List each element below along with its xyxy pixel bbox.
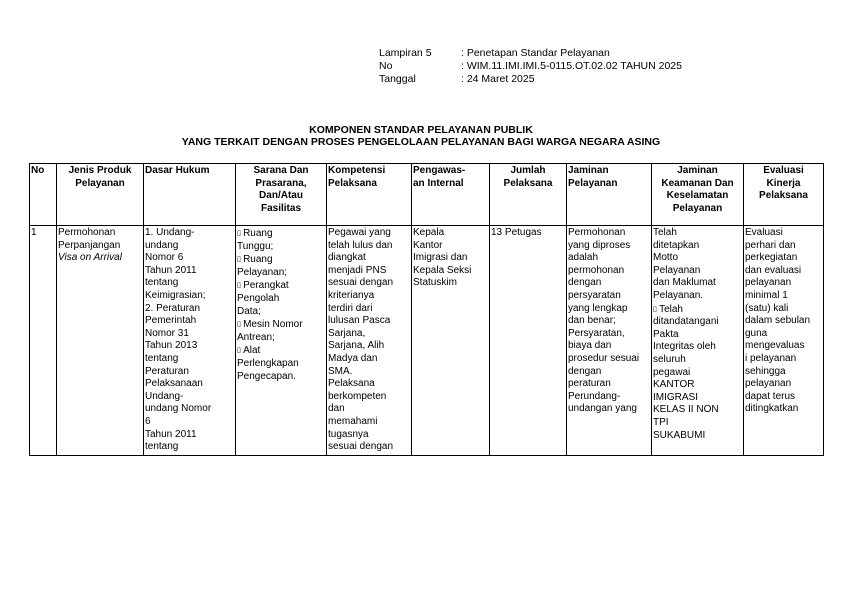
cell-line: [328, 240, 410, 253]
cell-evaluasi: [744, 226, 824, 456]
cell-line-text: Sarjana, Alih: [328, 340, 385, 352]
cell-line: [745, 391, 822, 404]
cell-line: [237, 332, 325, 345]
title-line-1: KOMPONEN STANDAR PELAYANAN PUBLIK: [309, 124, 533, 136]
cell-line: [745, 378, 822, 391]
cell-line: [237, 253, 325, 267]
cell-line: [237, 358, 325, 371]
cell-line-text: Motto: [653, 252, 679, 264]
cell-jumlah: 13 Petugas: [490, 226, 567, 456]
cell-line-text: undang Nomor: [145, 403, 212, 415]
header-keamanan: Jaminan Keamanan Dan Keselamatan Pelayanan: [652, 164, 744, 226]
bullet-box-icon: ▯: [653, 304, 660, 313]
cell-line-text: Nomor 6: [145, 252, 184, 264]
cell-line: [145, 265, 234, 278]
cell-line-text: Data;: [237, 305, 261, 317]
cell-line: [328, 366, 410, 379]
cell-line-text: biaya dan: [568, 340, 612, 352]
cell-line-text: yang diproses: [568, 239, 631, 251]
cell-line-text: dan evaluasi: [745, 264, 802, 276]
cell-line: [145, 328, 234, 341]
bullet-box-icon: ▯: [237, 281, 244, 290]
cell-dasar-hukum: [144, 226, 236, 456]
header-jaminan: Jaminan Pelayanan: [567, 164, 652, 226]
cell-line-text: peraturan: [568, 378, 611, 390]
cell-line: [237, 344, 325, 358]
cell-line-text: Alat: [243, 345, 261, 357]
cell-line-text: dengan: [568, 365, 602, 377]
cell-line: [568, 391, 650, 404]
cell-line: [568, 353, 650, 366]
table-header-row: [30, 164, 824, 226]
cell-line: [145, 252, 234, 265]
cell-line-text: Perundang-: [568, 390, 621, 402]
cell-jenis-produk: Permohonan Perpanjangan Visa on Arrival: [57, 226, 144, 456]
cell-line: [653, 404, 742, 417]
cell-line: [328, 403, 410, 416]
cell-line-text: permohonan: [568, 264, 625, 276]
header-jenis-produk: Jenis Produk Pelayanan: [57, 164, 144, 226]
cell-line-text: Pelayanan.: [653, 289, 704, 301]
cell-line: [145, 340, 234, 353]
cell-line-text: yang lengkap: [568, 302, 628, 314]
cell-line-text: perkegiatan: [745, 252, 798, 264]
cell-line-text: seluruh: [653, 353, 686, 365]
cell-line-text: prosedur sesuai: [568, 352, 640, 364]
cell-line-text: Tahun 2011: [145, 264, 197, 276]
cell-line: [237, 241, 325, 254]
title-line-2: YANG TERKAIT DENGAN PROSES PENGELOLAAN PELAYANAN BAGI WARGA NEGARA ASING: [181, 136, 661, 148]
cell-line: [413, 277, 488, 290]
cell-line: [328, 416, 410, 429]
cell-line: [413, 252, 488, 265]
cell-line-text: Pakta: [653, 328, 679, 340]
lampiran-row: [379, 47, 682, 60]
cell-line-text: TPI: [653, 416, 669, 428]
cell-line-text: sesuai dengan: [328, 441, 394, 453]
cell-line: [653, 303, 742, 317]
cell-line-text: Madya dan: [328, 352, 378, 364]
cell-line-text: dalam sebulan: [745, 315, 811, 327]
cell-line: [745, 366, 822, 379]
cell-line-text: memahami: [328, 415, 378, 427]
cell-line: [653, 341, 742, 354]
cell-line: [328, 277, 410, 290]
cell-line-text: 2. Peraturan: [145, 302, 201, 314]
cell-line-text: Pengolah: [237, 292, 280, 304]
cell-line: [413, 240, 488, 253]
cell-line-text: ditingkatkan: [745, 403, 799, 415]
cell-line-text: Pegawai yang: [328, 227, 391, 238]
cell-line-text: tentang: [145, 352, 179, 364]
cell-line-text: Nomor 31: [145, 327, 189, 339]
no-value: : WIM.11.IMI.IMI.5-0115.OT.02.02 TAHUN 2025: [461, 60, 682, 72]
cell-line: [328, 315, 410, 328]
cell-line-text: Ruang: [243, 228, 273, 239]
cell-line: [568, 290, 650, 303]
cell-line-text: Telah: [659, 303, 683, 315]
cell-line: [237, 293, 325, 306]
cell-line-text: terdiri dari: [328, 302, 373, 314]
cell-line-text: ditandatangani: [653, 316, 719, 328]
cell-line-text: telah lulus dan: [328, 239, 393, 251]
cell-line-text: Telah: [653, 227, 677, 238]
cell-line: [745, 315, 822, 328]
cell-line: [745, 340, 822, 353]
cell-line-text: ditetapkan: [653, 239, 700, 251]
cell-line-text: tugasnya: [328, 428, 369, 440]
cell-line-text: Peraturan: [145, 365, 189, 377]
cell-line-text: mengevaluas: [745, 340, 805, 352]
cell-line-text: sesuai dengan: [328, 277, 394, 289]
cell-line: [568, 403, 650, 416]
cell-line-text: pelayanan: [745, 378, 792, 390]
cell-line: [237, 279, 325, 293]
cell-keamanan: [652, 226, 744, 456]
cell-line: [145, 366, 234, 379]
cell-line-text: Permohonan: [568, 227, 626, 238]
cell-line: [145, 315, 234, 328]
cell-line-text: tentang: [145, 277, 179, 289]
cell-line: [145, 303, 234, 316]
cell-line-text: guna: [745, 327, 768, 339]
cell-line-text: 1. Undang-: [145, 227, 195, 238]
cell-line: [145, 441, 234, 454]
cell-line-text: Statuskim: [413, 277, 457, 289]
cell-line-text: Pelayanan;: [237, 266, 288, 278]
cell-line: [653, 329, 742, 342]
cell-line-text: diangkat: [328, 252, 366, 264]
cell-line-text: Pelaksanaan: [145, 378, 203, 390]
cell-line: [745, 403, 822, 416]
cell-line-text: Pelayanan: [653, 264, 701, 276]
bullet-box-icon: ▯: [237, 346, 244, 355]
cell-line-text: berkompeten: [328, 390, 387, 402]
header-evaluasi: Evaluasi Kinerja Pelaksana: [744, 164, 824, 226]
cell-line: [568, 252, 650, 265]
bullet-box-icon: ▯: [237, 229, 244, 237]
header-pengawasan: Pengawas- an Internal: [412, 164, 490, 226]
cell-line: [653, 417, 742, 430]
document-header: [379, 47, 682, 86]
cell-line-text: Kantor: [413, 239, 443, 251]
cell-line-text: Tunggu;: [237, 240, 274, 252]
cell-line-text: minimal 1: [745, 289, 788, 301]
cell-line: [328, 340, 410, 353]
cell-line: [328, 328, 410, 341]
cell-line: [653, 265, 742, 278]
bullet-box-icon: ▯: [237, 255, 244, 264]
cell-line: [568, 378, 650, 391]
cell-kompetensi: [327, 226, 412, 456]
tanggal-label: Tanggal: [379, 73, 416, 85]
header-no: No: [30, 164, 57, 226]
cell-line: [328, 353, 410, 366]
cell-line: [653, 392, 742, 405]
cell-line: [237, 267, 325, 280]
cell-line: [653, 316, 742, 329]
cell-line: [745, 240, 822, 253]
cell-line-text: KANTOR: [653, 379, 695, 391]
cell-line: [145, 240, 234, 253]
cell-line-text: Tahun 2011: [145, 428, 197, 440]
cell-sarana: [236, 226, 327, 456]
cell-line-text: KELAS II NON: [653, 404, 719, 416]
tanggal-value: : 24 Maret 2025: [461, 73, 535, 85]
cell-line: [328, 252, 410, 265]
cell-line: [653, 430, 742, 443]
header-sarana: Sarana Dan Prasarana, Dan/Atau Fasilitas: [236, 164, 327, 226]
cell-pengawasan: [412, 226, 490, 456]
cell-line-text: Persyaratan,: [568, 327, 625, 339]
cell-line: [328, 227, 410, 240]
cell-line-text: Ruang: [243, 254, 273, 266]
header-jumlah: Jumlah Pelaksana: [490, 164, 567, 226]
cell-line: [745, 252, 822, 265]
cell-line-text: lulusan Pasca: [328, 315, 391, 327]
cell-line-text: Keimigrasian;: [145, 289, 206, 301]
header-dasar-hukum: Dasar Hukum: [144, 164, 236, 226]
cell-line-text: pelayanan: [745, 277, 792, 289]
cell-line-text: dan: [328, 403, 345, 415]
lampiran-value: : Penetapan Standar Pelayanan: [461, 47, 610, 59]
cell-line: [328, 378, 410, 391]
cell-line-text: 6: [145, 415, 151, 427]
cell-line: [745, 290, 822, 303]
cell-line-text: kriterianya: [328, 289, 375, 301]
cell-line-text: dengan: [568, 277, 602, 289]
cell-line: [328, 290, 410, 303]
cell-line-text: Imigrasi dan: [413, 252, 468, 264]
cell-line-text: sehingga: [745, 365, 786, 377]
header-kompetensi: Kompetensi Pelaksana: [327, 164, 412, 226]
cell-line: [653, 367, 742, 380]
cell-line: [237, 371, 325, 384]
cell-line-text: i pelayanan: [745, 352, 797, 364]
cell-line: [653, 277, 742, 290]
cell-line: [145, 378, 234, 391]
cell-line: [653, 290, 742, 303]
cell-jaminan: [567, 226, 652, 456]
cell-line: [145, 391, 234, 404]
cell-line-text: dan benar;: [568, 315, 616, 327]
cell-line: [145, 290, 234, 303]
cell-line: [568, 265, 650, 278]
bullet-box-icon: ▯: [237, 320, 244, 329]
cell-line: [568, 240, 650, 253]
cell-line: [568, 328, 650, 341]
cell-line: [413, 265, 488, 278]
cell-line-text: undang: [145, 239, 179, 251]
cell-line: [328, 391, 410, 404]
cell-line-text: adalah: [568, 252, 599, 264]
cell-line: [568, 277, 650, 290]
cell-line: [653, 227, 742, 240]
cell-line-text: menjadi PNS: [328, 264, 387, 276]
cell-line: [145, 429, 234, 442]
cell-line-text: Pemerintah: [145, 315, 197, 327]
no-label: No: [379, 60, 393, 72]
cell-line-text: tentang: [145, 441, 179, 453]
cell-line: [328, 441, 410, 454]
cell-line: [145, 403, 234, 416]
table-row: [30, 226, 824, 456]
cell-line: [328, 265, 410, 278]
cell-line-text: Pengecapan.: [237, 370, 296, 382]
cell-line: [568, 315, 650, 328]
cell-line-text: SUKABUMI: [653, 429, 706, 441]
cell-line: [745, 277, 822, 290]
cell-line: [568, 366, 650, 379]
cell-line-text: Mesin Nomor: [243, 319, 303, 331]
cell-line: [237, 318, 325, 332]
cell-line-text: dan Maklumat: [653, 277, 716, 289]
no-row: [379, 60, 682, 73]
cell-line-text: dapat terus: [745, 390, 796, 402]
standar-pelayanan-table: [29, 163, 824, 456]
cell-line-text: perhari dan: [745, 239, 796, 251]
cell-line: [328, 303, 410, 316]
cell-line: [745, 353, 822, 366]
cell-line: [653, 240, 742, 253]
cell-line: [745, 303, 822, 316]
cell-line: [745, 265, 822, 278]
cell-line-text: Sarjana,: [328, 327, 366, 339]
cell-line: [568, 227, 650, 240]
cell-line-text: Kepala Seksi: [413, 264, 472, 276]
cell-line: [745, 227, 822, 240]
cell-line: [568, 340, 650, 353]
cell-line-text: pegawai: [653, 366, 691, 378]
cell-line-text: Perlengkapan: [237, 357, 299, 369]
cell-line: [653, 379, 742, 392]
cell-line-text: persyaratan: [568, 289, 621, 301]
cell-line-text: Undang-: [145, 390, 184, 402]
cell-line: [745, 328, 822, 341]
cell-line-text: Evaluasi: [745, 227, 783, 238]
cell-line-text: (satu) kali: [745, 302, 789, 314]
cell-line-text: Integritas oleh: [653, 341, 716, 353]
cell-line: [653, 252, 742, 265]
cell-line: [568, 303, 650, 316]
cell-line-text: undangan yang: [568, 403, 637, 415]
document-title: [0, 124, 842, 148]
cell-no: 1: [30, 226, 57, 456]
cell-line: [328, 429, 410, 442]
cell-line: [145, 277, 234, 290]
cell-line: [145, 353, 234, 366]
cell-line: [145, 416, 234, 429]
cell-line-text: Perangkat: [243, 280, 289, 292]
cell-line-text: Kepala: [413, 227, 445, 238]
cell-line: [237, 227, 325, 241]
cell-line-text: Tahun 2013: [145, 340, 198, 352]
cell-line-text: IMIGRASI: [653, 391, 699, 403]
cell-line: [237, 306, 325, 319]
cell-line-text: Antrean;: [237, 331, 275, 343]
tanggal-row: [379, 73, 682, 86]
lampiran-label: Lampiran 5: [379, 47, 432, 59]
cell-line: [653, 354, 742, 367]
cell-line-text: Pelaksana: [328, 378, 375, 390]
cell-line-text: SMA.: [328, 365, 353, 377]
cell-line: [145, 227, 234, 240]
cell-line: [413, 227, 488, 240]
